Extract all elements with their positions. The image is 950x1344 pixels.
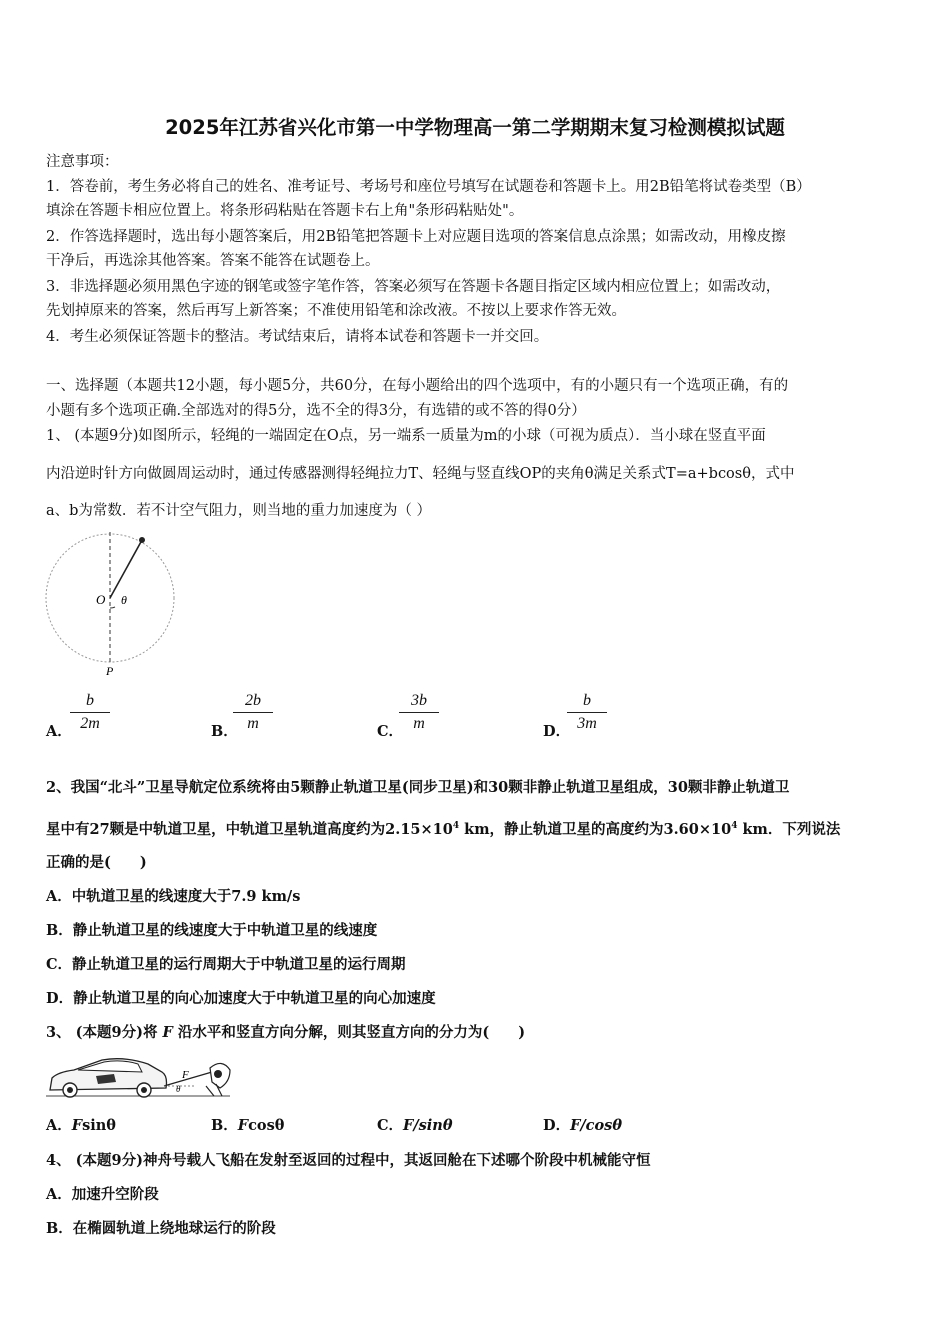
q4-stem: 4、 (本题9分)神舟号载人飞船在发射至返回的过程中，其返回舱在下述哪个阶段中机械能守恒 (46, 1152, 651, 1169)
q1-stem-line-1: 1、 (本题9分)如图所示，轻绳的一端固定在O点，另一端系一质量为m的小球（可视为质点）．当小球在竖直平面 (46, 428, 766, 444)
q3-option-c-rest: θ (442, 1117, 453, 1134)
q3-option-a-rest: sinθ (82, 1117, 116, 1134)
q2-option-d: D．静止轨道卫星的向心加速度大于中轨道卫星的向心加速度 (46, 990, 436, 1007)
notice-line-5: 3．非选择题必须用黑色字迹的钢笔或签字笔作答，答案必须写在答题卡各题目指定区域内相应位置上；如需改动， (46, 279, 781, 295)
label-f: F (182, 1069, 189, 1081)
q1-option-b-num: 2b (233, 692, 273, 713)
q1-option-c-num: 3b (399, 692, 439, 713)
q1-option-c-den: m (413, 715, 425, 732)
q4-option-b: B．在椭圆轨道上绕地球运行的阶段 (46, 1220, 276, 1237)
q3-option-d-label: D． (543, 1117, 571, 1134)
q3-option-a-f: F (71, 1117, 83, 1134)
q3-option-c (377, 1116, 453, 1136)
q2-stem-line-2a: 星中有27颗是中轨道卫星，中轨道卫星轨道高度约为2.15×10 (46, 820, 453, 838)
q3-option-b-rest: cosθ (248, 1117, 285, 1134)
q1-option-b-fraction (233, 692, 273, 733)
notice-line-3: 2．作答选择题时，选出每小题答案后，用2B铅笔把答题卡上对应题目选项的答案信息点涂黑；如需改动，用橡皮擦 (46, 229, 786, 245)
q3-stem-prefix: 3、 (本题9分)将 (46, 1024, 163, 1041)
q1-stem-line-3: a、b为常数．若不计空气阻力，则当地的重力加速度为（ ） (46, 503, 432, 519)
q2-stem-line-3: 正确的是( ) (46, 854, 147, 871)
q1-stem-line-2: 内沿逆时针方向做圆周运动时，通过传感器测得轻绳拉力T、轻绳与竖直线OP的夹角θ满足关系式T=a+bcosθ，式中 (46, 466, 795, 482)
q1-option-c-label: C． (377, 723, 404, 740)
notice-line-4: 干净后，再选涂其他答案。答案不能答在试题卷上。 (46, 253, 380, 269)
q3-stem (46, 1023, 525, 1043)
notice-line-2: 填涂在答题卡相应位置上。将条形码粘贴在答题卡右上角"条形码粘贴处"。 (46, 203, 524, 219)
q2-stem-line-1: 2、我国“北斗”卫星导航定位系统将由5颗静止轨道卫星(同步卫星)和30颗非静止轨道卫星组成，30颗非静止轨道卫 (46, 779, 790, 796)
q1-option-a-den: 2m (80, 715, 100, 732)
label-theta-car: θ (176, 1084, 181, 1094)
q1-option-a-label: A． (46, 723, 72, 740)
q2-option-c: C．静止轨道卫星的运行周期大于中轨道卫星的运行周期 (46, 956, 406, 973)
q3-option-a (46, 1116, 116, 1136)
label-theta: θ (121, 593, 127, 607)
q3-option-b-label: B． (211, 1117, 238, 1134)
q2-stem-line-2c: km，静止轨道卫星的高度约为3.60×10 (459, 820, 732, 838)
page-title: 2025年江苏省兴化市第一中学物理高一第二学期期末复习检测模拟试题 (165, 116, 785, 139)
q2-exp-1: 4 (452, 821, 460, 831)
notice-heading: 注意事项： (46, 154, 119, 170)
q3-car-diagram (44, 1052, 234, 1106)
q3-option-d (543, 1116, 622, 1136)
section-heading-line-2: 小题有多个选项正确.全部选对的得5分，选不全的得3分，有选错的或不答的得0分） (46, 403, 586, 419)
q3-option-a-label: A． (46, 1117, 72, 1134)
q1-option-d-den: 3m (577, 715, 597, 732)
q1-option-c-fraction (399, 692, 439, 733)
notice-line-7: 4．考生必须保证答题卡的整洁。考试结束后，请将本试卷和答题卡一并交回。 (46, 329, 549, 345)
label-o: O (96, 592, 106, 607)
q2-stem-line-2e: km．下列说法 (737, 820, 841, 838)
ball-icon (139, 537, 145, 543)
q2-option-a: A．中轨道卫星的线速度大于7.9 km/s (46, 888, 301, 905)
notice-line-1: 1．答卷前，考生务必将自己的姓名、准考证号、考场号和座位号填写在试题卷和答题卡上。用2B铅笔将试卷类型（B） (46, 179, 811, 195)
q3-stem-suffix: 沿水平和竖直方向分解，则其竖直方向的分力为( ) (172, 1024, 526, 1041)
q1-option-d-label: D． (543, 723, 571, 740)
q3-option-b-f: F (237, 1117, 249, 1134)
notice-line-6: 先划掉原来的答案，然后再写上新答案；不准使用铅笔和涂改液。不按以上要求作答无效。 (46, 303, 626, 319)
q1-option-b-den: m (247, 715, 259, 732)
q3-option-c-f: F/sin (403, 1117, 443, 1134)
car-icon (50, 1059, 167, 1097)
q3-option-c-label: C． (377, 1117, 404, 1134)
q3-option-d-rest: θ (612, 1117, 623, 1134)
q1-option-b-label: B． (211, 723, 238, 740)
q1-option-a-fraction (70, 692, 110, 733)
q1-option-d-num: b (567, 692, 607, 713)
q1-option-a-num: b (70, 692, 110, 713)
q3-option-d-f: F/cos (570, 1117, 613, 1134)
q3-option-b (211, 1116, 284, 1136)
q1-option-d-fraction (567, 692, 607, 733)
person-icon (206, 1063, 230, 1096)
q2-option-b: B．静止轨道卫星的线速度大于中轨道卫星的线速度 (46, 922, 378, 939)
q2-stem-line-2 (46, 816, 840, 840)
section-heading-line-1: 一、选择题（本题共12小题，每小题5分，共60分，在每小题给出的四个选项中，有的小题只有一个选项正确，有的 (46, 378, 789, 394)
q3-stem-f: F (162, 1024, 173, 1041)
q2-exp-2: 4 (731, 821, 738, 831)
label-p: P (106, 664, 114, 678)
q1-circle-diagram (40, 528, 182, 678)
q4-option-a: A．加速升空阶段 (46, 1186, 159, 1203)
